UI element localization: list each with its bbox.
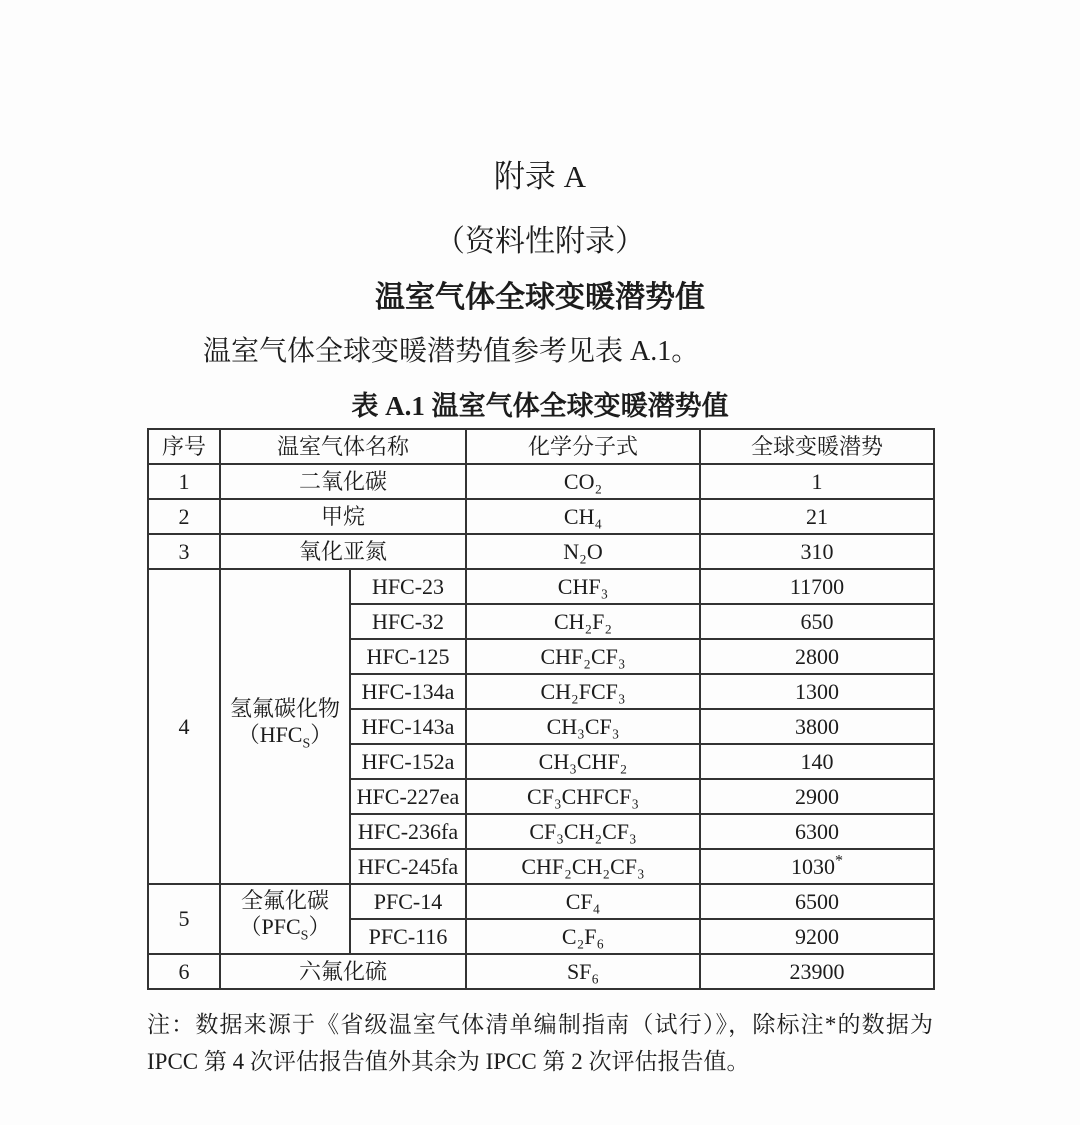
cell-gwp [700,849,934,884]
col-header-name: 温室气体名称 [220,429,466,464]
cell-gas-name: 氧化亚氮 [220,534,466,569]
cell-formula: CHF₂CH₂CF₃ [466,849,700,884]
cell-hfc-group-name [220,569,350,884]
cell-gwp: 1 [700,464,934,499]
pfc-line2-sub: S [300,928,309,944]
cell-index: 3 [148,534,220,569]
cell-compound-name: HFC-23 [350,569,466,604]
cell-gwp: 2900 [700,779,934,814]
cell-formula: CO₂ [466,464,700,499]
col-header-gwp: 全球变暖潜势 [700,429,934,464]
cell-compound-name: HFC-143a [350,709,466,744]
hfc-group-name-line2 [237,721,333,752]
cell-index-pfc-group: 5 [148,884,220,954]
gwp-value: 1030 [791,853,836,879]
col-header-formula: 化学分子式 [466,429,700,464]
col-header-index: 序号 [148,429,220,464]
cell-formula: CF₃CH₂CF₃ [466,814,700,849]
appendix-subtitle: （资料性附录） [435,225,645,258]
cell-formula: CH₂FCF₃ [466,674,700,709]
cell-formula: CH₄ [466,499,700,534]
pfc-group-name-line2 [239,914,331,944]
table-caption: 表 A.1 温室气体全球变暖潜势值 [351,391,729,421]
pfc-line2-post: ） [308,914,331,940]
hfc-line2-sub: S [302,736,311,752]
table-row-sf6 [148,954,934,989]
cell-formula: CF₄ [466,884,700,919]
cell-gwp: 11700 [700,569,934,604]
cell-gwp: 310 [700,534,934,569]
cell-compound-name: HFC-134a [350,674,466,709]
intro-paragraph: 温室气体全球变暖潜势值参考见表 A.1。 [203,336,700,367]
cell-gas-name: 甲烷 [220,499,466,534]
appendix-heading: 温室气体全球变暖潜势值 [375,281,705,314]
cell-formula: CH₃CHF₂ [466,744,700,779]
content-column [147,160,933,1080]
cell-gwp: 140 [700,744,934,779]
cell-formula: SF₆ [466,954,700,989]
cell-compound-name: HFC-236fa [350,814,466,849]
cell-gwp: 6500 [700,884,934,919]
cell-formula: CH₃CF₃ [466,709,700,744]
table-row-hfc23 [148,569,934,604]
cell-pfc-group-name [220,884,350,954]
footnote: 注：数据来源于《省级温室气体清单编制指南（试行）》，除标注*的数据为 IPCC 第 4 次评估报告值外其余为 IPCC 第 2 次评估报告值。 [147,1012,933,1074]
cell-index-hfc-group: 4 [148,569,220,884]
cell-gwp: 1300 [700,674,934,709]
cell-index: 2 [148,499,220,534]
cell-compound-name: PFC-116 [350,919,466,954]
cell-gwp: 9200 [700,919,934,954]
cell-gwp: 650 [700,604,934,639]
cell-formula: C₂F₆ [466,919,700,954]
gwp-asterisk-note: * [835,852,844,870]
pfc-line2-pre: （PFC [239,914,301,940]
cell-gwp: 23900 [700,954,934,989]
hfc-group-name-line1: 氢氟碳化物 [229,695,340,721]
cell-compound-name: HFC-125 [350,639,466,674]
cell-gwp: 3800 [700,709,934,744]
cell-formula: CHF₂CF₃ [466,639,700,674]
cell-formula: CF₃CHFCF₃ [466,779,700,814]
table-row-co2 [148,464,934,499]
cell-gwp: 6300 [700,814,934,849]
cell-formula: CH₂F₂ [466,604,700,639]
table-header-row [148,429,934,464]
table-row-ch4 [148,499,934,534]
hfc-line2-pre: （HFC [237,721,303,747]
cell-gwp: 21 [700,499,934,534]
gwp-table [147,428,935,990]
cell-compound-name: PFC-14 [350,884,466,919]
pfc-group-name-line1: 全氟化碳 [240,888,329,914]
hfc-line2-post: ） [310,721,333,747]
cell-gas-name: 二氧化碳 [220,464,466,499]
cell-compound-name: HFC-32 [350,604,466,639]
cell-compound-name: HFC-227ea [350,779,466,814]
cell-formula: CHF₃ [466,569,700,604]
cell-gas-name: 六氟化硫 [220,954,466,989]
cell-gwp: 2800 [700,639,934,674]
cell-compound-name: HFC-245fa [350,849,466,884]
cell-compound-name: HFC-152a [350,744,466,779]
cell-index: 6 [148,954,220,989]
appendix-title: 附录 A [493,159,587,194]
cell-formula: N₂O [466,534,700,569]
table-row-pfc14 [148,884,934,919]
cell-index: 1 [148,464,220,499]
table-row-n2o [148,534,934,569]
